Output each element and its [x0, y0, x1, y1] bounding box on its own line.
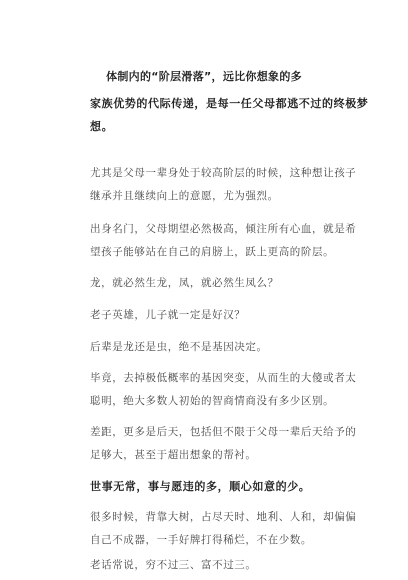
paragraph-line: 后辈是龙还是虫，绝不是基因决定。 — [90, 341, 268, 353]
paragraph-line: 想。 — [90, 120, 114, 133]
paragraph-line: 老子英雄，儿子就一定是好汉？ — [90, 309, 246, 321]
paragraph-3 — [90, 218, 357, 264]
paragraph-10 — [90, 506, 357, 552]
paragraph-line: 龙，就必然生龙，凤，就必然生凤么？ — [90, 277, 279, 289]
paragraph-line: 自己不成器，一手好牌打得稀烂，不在少数。 — [90, 534, 312, 546]
paragraph-line: 老话常说，穷不过三、富不过三。 — [90, 559, 257, 571]
paragraph-4 — [90, 272, 330, 295]
paragraph-2 — [90, 162, 357, 208]
paragraph-line: 出身名门，父母期望必然极高，倾注所有心血，就是希 — [90, 223, 357, 235]
paragraph-9 — [90, 475, 330, 498]
paragraph-line: 差距，更多是后天，包括但不限于父母一辈后天给予的 — [90, 426, 357, 438]
paragraph-line: 足够大，甚至于超出想象的帮衬。 — [90, 449, 257, 461]
paragraph-11 — [90, 554, 330, 577]
paragraph-5 — [90, 304, 330, 327]
paragraph-line: 尤其是父母一辈身处于较高阶层的时候，这种想让孩子 — [90, 167, 357, 179]
paragraph-line: 家族优势的代际传递，是每一任父母都逃不过的终极梦 — [90, 97, 369, 110]
paragraph-1 — [90, 92, 369, 138]
paragraph-line: 世事无常，事与愿违的多，顺心如意的少。 — [90, 480, 311, 493]
paragraph-line: 毕竟，去掉极低概率的基因突变，从而生的大傻或者太 — [90, 372, 357, 384]
paragraph-6 — [90, 336, 330, 359]
paragraph-line: 继承并且继续向上的意愿，尤为强烈。 — [90, 190, 279, 202]
paragraph-line: 聪明，绝大多数人初始的智商情商没有多少区别。 — [90, 395, 335, 407]
paragraph-line: 望孩子能够站在自己的肩膀上，跃上更高的阶层。 — [90, 246, 335, 258]
document-title: 体制内的“阶层滑落”，远比你想象的多 — [106, 70, 302, 83]
paragraph-line: 很多时候，背靠大树，占尽天时、地利、人和，却偏偏 — [90, 511, 357, 523]
paragraph-8 — [90, 421, 357, 467]
paragraph-7 — [90, 367, 357, 413]
